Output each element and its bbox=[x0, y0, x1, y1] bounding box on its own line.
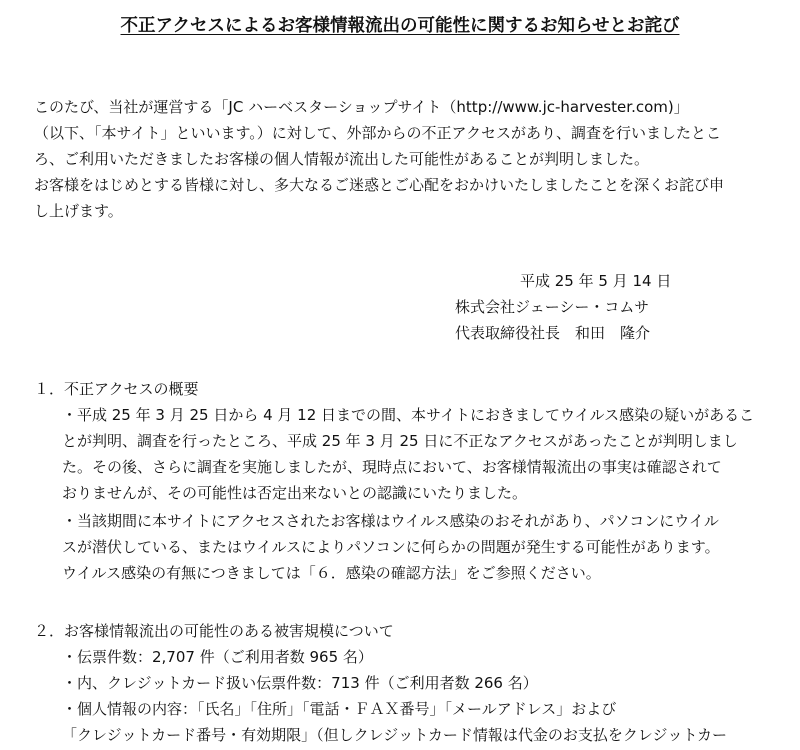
intro-line: ろ、ご利用いただきましたお客様の個人情報が流出した可能性があることが判明しました。 bbox=[34, 150, 650, 168]
intro-line: お客様をはじめとする皆様に対し、多大なるご迷惑とご心配をおかけいたしましたことを深くお詫び申 bbox=[34, 176, 725, 194]
intro-line: このたび、当社が運営する「JC ハーベスターショップサイト（http://www.jc-harvester.com)」 bbox=[34, 98, 689, 116]
section-2-line: ・伝票件数：2,707 件（ご利用者数 965 名） bbox=[62, 648, 373, 666]
section-1-line: おりませんが、その可能性は否定出来ないとの認識にいたりました。 bbox=[62, 484, 528, 502]
section-1-line: ウイルス感染の有無につきましては「６．感染の確認方法」をご参照ください。 bbox=[62, 564, 601, 582]
section-2-line: ・個人情報の内容：「氏名」「住所」「電話・ＦＡＸ番号」「メールアドレス」および bbox=[62, 700, 617, 718]
section-1-line: ・当該期間に本サイトにアクセスされたお客様はウイルス感染のおそれがあり、パソコンにウイル bbox=[62, 512, 719, 530]
notice-title: 不正アクセスによるお客様情報流出の可能性に関するお知らせとお詫び bbox=[120, 16, 680, 36]
signature-date: 平成 25 年 5 月 14 日 bbox=[520, 272, 672, 290]
section-2-line: ・内、クレジットカード扱い伝票件数：713 件（ご利用者数 266 名） bbox=[62, 674, 538, 692]
signature-representative: 代表取締役社長 和田 隆介 bbox=[455, 324, 651, 342]
intro-line: （以下、「本サイト」といいます。）に対して、外部からの不正アクセスがあり、調査を行いましたとこ bbox=[34, 124, 722, 142]
intro-line: し上げます。 bbox=[34, 202, 123, 220]
section-1-line: ・平成 25 年 3 月 25 日から 4 月 12 日までの間、本サイトにおきましてウイルス感染の疑いがあるこ bbox=[62, 406, 755, 424]
section-1-line: スが潜伏している、またはウイルスによりパソコンに何らかの問題が発生する可能性があります。 bbox=[62, 538, 720, 556]
section-1-heading: １．不正アクセスの概要 bbox=[34, 380, 199, 398]
section-1-line: とが判明、調査を行ったところ、平成 25 年 3 月 25 日に不正なアクセスがあったことが判明しまし bbox=[62, 432, 738, 450]
section-1-line: た。その後、さらに調査を実施しましたが、現時点において、お客様情報流出の事実は確認されて bbox=[62, 458, 722, 476]
signature-company: 株式会社ジェーシー・コムサ bbox=[455, 298, 650, 316]
section-2-line: 「クレジットカード番号・有効期限」（但しクレジットカード情報は代金のお支払をクレジットカー bbox=[62, 726, 728, 744]
section-2-heading: ２．お客様情報流出の可能性のある被害規模について bbox=[34, 622, 394, 640]
